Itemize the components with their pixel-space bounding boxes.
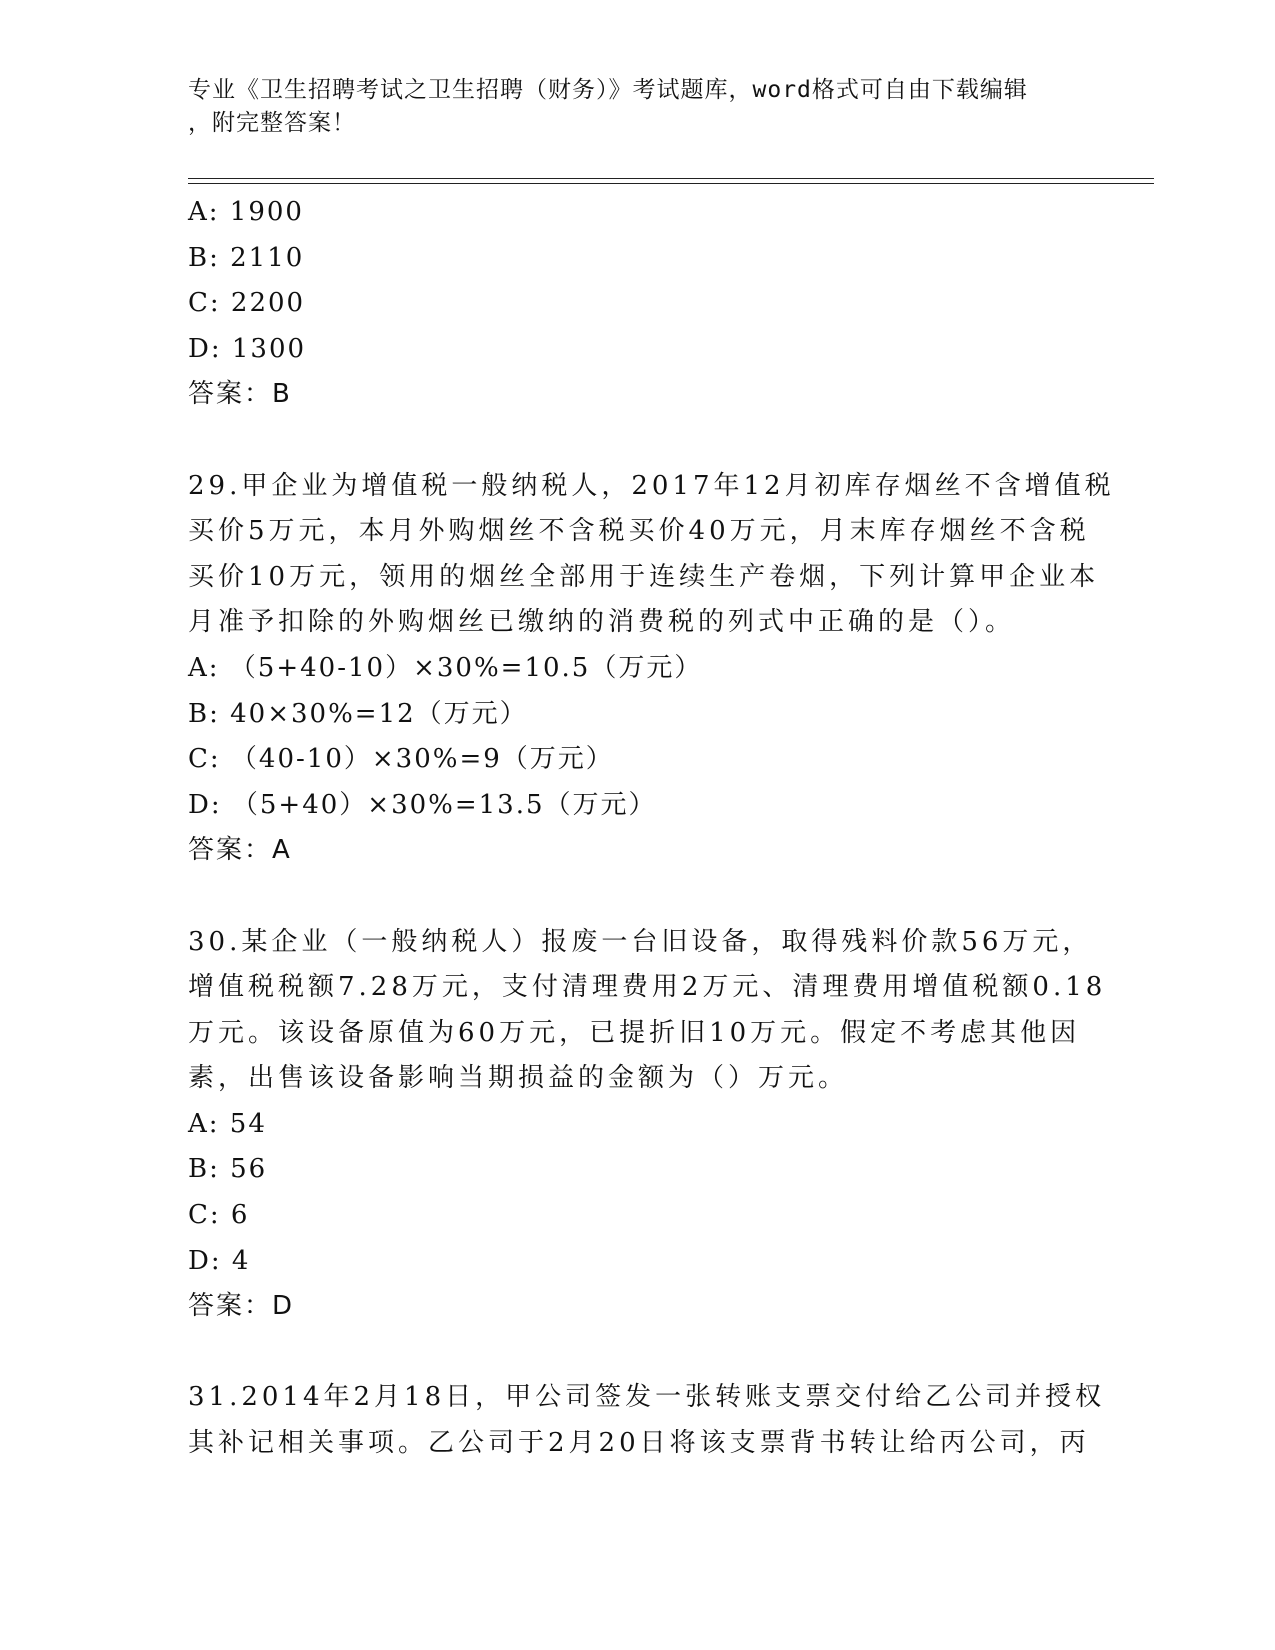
question-text-line: 增值税税额7.28万元，支付清理费用2万元、清理费用增值税额0.18 (188, 972, 1107, 1003)
question-block-31 (188, 1375, 1106, 1466)
header-line-2: ，附完整答案！ (188, 110, 356, 136)
question-text-line: 29.甲企业为增值税一般纳税人，2017年12月初库存烟丝不含增值税 (188, 470, 1115, 501)
spacer (188, 874, 1088, 920)
question-text-line: 买价5万元，本月外购烟丝不含税买价40万元，月末库存烟丝不含税 (188, 516, 1090, 547)
option-d: D: 4 (188, 1245, 251, 1276)
question-text-line: 月准予扣除的外购烟丝已缴纳的消费税的列式中正确的是（）。 (188, 607, 1016, 638)
answer-line: 答案：D (188, 1291, 295, 1322)
option-a: A: （5+40-10）×30%=10.5（万元） (188, 652, 703, 683)
option-c: C: （40-10）×30%=9（万元） (188, 744, 614, 775)
answer-line: 答案：A (188, 835, 292, 866)
option-c: C: 2200 (188, 288, 306, 319)
option-c: C: 6 (188, 1200, 250, 1231)
question-text-line: 31.2014年2月18日，甲公司签发一张转账支票交付给乙公司并授权 (188, 1382, 1106, 1413)
option-b: B: 2110 (188, 242, 305, 273)
spacer (188, 1330, 1088, 1376)
option-d: D: （5+40）×30%=13.5（万元） (188, 789, 657, 820)
question-text-line: 其补记相关事项。乙公司于2月20日将该支票背书转让给丙公司，丙 (188, 1428, 1090, 1459)
option-a: A: 1900 (188, 197, 304, 227)
question-text-line: 30.某企业（一般纳税人）报废一台旧设备，取得残料价款56万元， (188, 926, 1093, 957)
header-rule-bottom (188, 183, 1154, 184)
header-rule-top (188, 178, 1154, 179)
document-body (188, 190, 1115, 1467)
question-block-29 (188, 464, 1115, 646)
option-d: D: 1300 (188, 333, 307, 364)
question-text-line: 万元。该设备原值为60万元，已提折旧10万元。假定不考虑其他因 (188, 1017, 1081, 1048)
header-line-1: 专业《卫生招聘考试之卫生招聘（财务）》考试题库，word格式可自由下载编辑 (188, 77, 1028, 103)
question-block-28 (188, 190, 1088, 418)
option-b: B: 56 (188, 1154, 268, 1185)
question-text-line: 买价10万元，领用的烟丝全部用于连续生产卷烟，下列计算甲企业本 (188, 561, 1100, 592)
document-header (188, 74, 1068, 140)
spacer (188, 418, 1088, 464)
question-block-30 (188, 920, 1107, 1102)
option-a: A: 54 (188, 1108, 267, 1139)
answer-line: 答案：B (188, 379, 292, 410)
question-text-line: 素，出售该设备影响当期损益的金额为（）万元。 (188, 1063, 849, 1094)
option-b: B: 40×30%=12（万元） (188, 698, 528, 729)
